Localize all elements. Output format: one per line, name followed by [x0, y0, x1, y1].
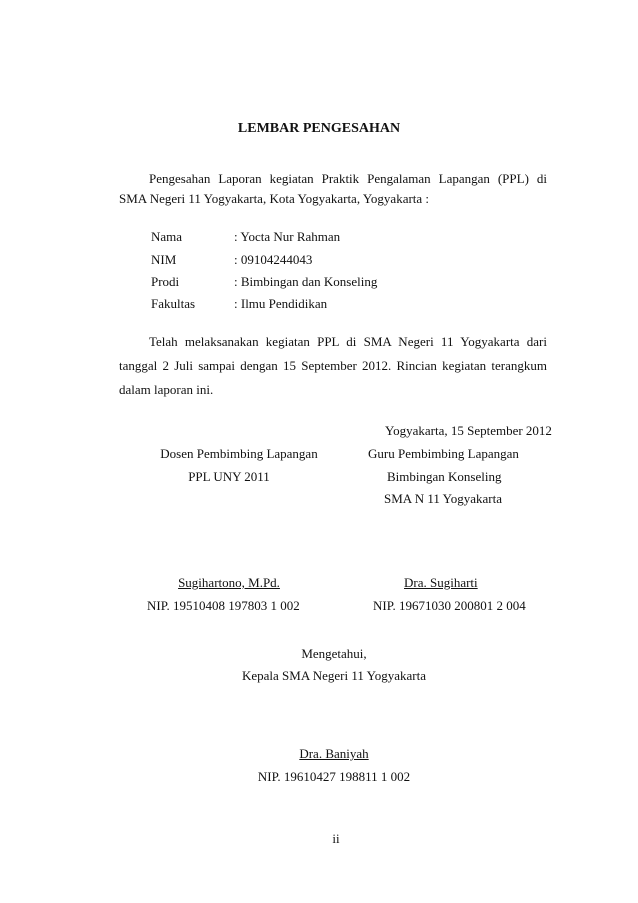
right-signer-name: Dra. Sugiharti: [404, 575, 478, 590]
acknowledge-name: Dra. Baniyah: [299, 746, 369, 761]
left-signer-nip: NIP. 19510408 197803 1 002: [147, 598, 300, 613]
field-label-nim: NIM: [151, 252, 177, 267]
body-paragraph-cont: [119, 358, 547, 374]
page-number: ii: [332, 831, 340, 846]
right-signer-role-2: Bimbingan Konseling: [387, 469, 502, 484]
left-signer-role-2: PPL UNY 2011: [188, 469, 270, 484]
acknowledge-role: Kepala SMA Negeri 11 Yogyakarta: [241, 668, 426, 683]
body-paragraph: [119, 334, 547, 350]
intro-line-2: SMA Negeri 11 Yogyakarta, Kota Yogyakarta, Yogyakarta :: [119, 191, 430, 206]
acknowledge-label: Mengetahui,: [301, 646, 367, 661]
body-line-1: Telah melaksanakan kegiatan PPL di SMA Negeri 11 Yogyakarta dari: [149, 334, 547, 349]
field-label-nama: Nama: [151, 229, 183, 244]
field-label-prodi: Prodi: [151, 274, 180, 289]
body-paragraph-end: [119, 382, 547, 398]
field-label-fakultas: Fakultas: [151, 296, 196, 311]
right-signer-role-3: SMA N 11 Yogyakarta: [384, 491, 502, 506]
page-title: LEMBAR PENGESAHAN: [237, 121, 401, 136]
field-value-nim: : 09104244043: [234, 252, 313, 267]
right-signer-nip: NIP. 19671030 200801 2 004: [373, 598, 526, 613]
body-line-2: tanggal 2 Juli sampai dengan 15 September 2012. Rincian kegiatan terangkum: [119, 358, 547, 373]
acknowledge-nip: NIP. 19610427 198811 1 002: [257, 769, 411, 784]
right-signer-role-1: Guru Pembimbing Lapangan: [368, 446, 519, 461]
intro-line-1: Pengesahan Laporan kegiatan Praktik Pengalaman Lapangan (PPL) di: [149, 171, 547, 186]
field-value-fakultas: : Ilmu Pendidikan: [234, 296, 328, 311]
field-value-nama: : Yocta Nur Rahman: [234, 229, 341, 244]
body-line-3: dalam laporan ini.: [119, 382, 214, 397]
place-date: Yogyakarta, 15 September 2012: [385, 423, 552, 438]
left-signer-role-1: Dosen Pembimbing Lapangan: [160, 446, 318, 461]
intro-paragraph: [119, 171, 547, 187]
field-value-prodi: : Bimbingan dan Konseling: [234, 274, 378, 289]
intro-paragraph-end: [119, 191, 547, 207]
left-signer-name: Sugihartono, M.Pd.: [178, 575, 280, 590]
